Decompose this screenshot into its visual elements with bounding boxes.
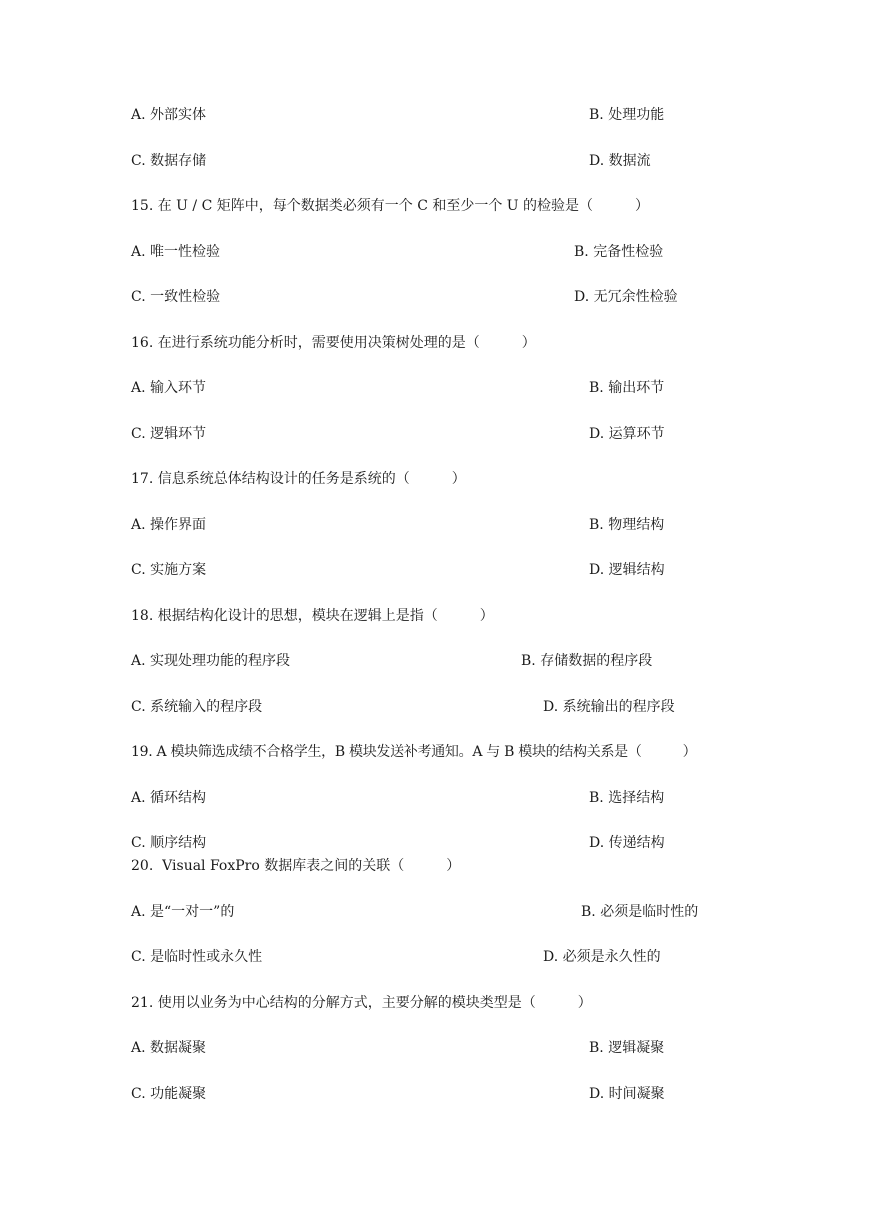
- question-16: 16. 在进行系统功能分析时，需要使用决策树处理的是（ ）: [131, 335, 536, 351]
- option-20-a: A. 是“一对一”的: [131, 904, 235, 920]
- question-15: 15. 在 U / C 矩阵中，每个数据类必须有一个 C 和至少一个 U 的检验是（ ）: [131, 198, 650, 214]
- option-16-c: C. 逻辑环节: [131, 426, 207, 442]
- option-19-c: C. 顺序结构: [131, 835, 207, 851]
- option-20-b: B. 必须是临时性的: [581, 904, 699, 920]
- option-18-b: B. 存储数据的程序段: [521, 653, 653, 669]
- option-15-a: A. 唯一性检验: [131, 244, 221, 260]
- option-16-b: B. 输出环节: [589, 380, 665, 396]
- option-14-c: C. 数据存储: [131, 153, 207, 169]
- question-19: 19. A 模块筛选成绩不合格学生，B 模块发送补考通知。A 与 B 模块的结构关系是（ ）: [131, 744, 697, 760]
- option-19-b: B. 选择结构: [589, 790, 665, 806]
- option-15-c: C. 一致性检验: [131, 289, 221, 305]
- option-16-d: D. 运算环节: [589, 426, 665, 442]
- option-17-a: A. 操作界面: [131, 517, 207, 533]
- option-14-a: A. 外部实体: [131, 107, 207, 123]
- option-21-c: C. 功能凝聚: [131, 1086, 207, 1102]
- option-18-c: C. 系统输入的程序段: [131, 699, 263, 715]
- option-15-d: D. 无冗余性检验: [574, 289, 678, 305]
- option-21-a: A. 数据凝聚: [131, 1040, 207, 1056]
- option-17-c: C. 实施方案: [131, 562, 207, 578]
- option-21-d: D. 时间凝聚: [589, 1086, 665, 1102]
- option-18-a: A. 实现处理功能的程序段: [131, 653, 291, 669]
- question-21: 21. 使用以业务为中心结构的分解方式，主要分解的模块类型是（ ）: [131, 995, 592, 1011]
- question-18: 18. 根据结构化设计的思想，模块在逻辑上是指（ ）: [131, 608, 494, 624]
- question-17: 17. 信息系统总体结构设计的任务是系统的（ ）: [131, 471, 466, 487]
- option-20-d: D. 必须是永久性的: [543, 949, 661, 965]
- option-15-b: B. 完备性检验: [574, 244, 664, 260]
- option-19-d: D. 传递结构: [589, 835, 665, 851]
- option-17-d: D. 逻辑结构: [589, 562, 665, 578]
- option-17-b: B. 物理结构: [589, 517, 665, 533]
- option-14-b: B. 处理功能: [589, 107, 665, 123]
- question-20: 20. Visual FoxPro 数据库表之间的关联（ ）: [131, 858, 461, 874]
- option-19-a: A. 循环结构: [131, 790, 207, 806]
- option-18-d: D. 系统输出的程序段: [543, 699, 675, 715]
- option-14-d: D. 数据流: [589, 153, 651, 169]
- option-20-c: C. 是临时性或永久性: [131, 949, 263, 965]
- option-21-b: B. 逻辑凝聚: [589, 1040, 665, 1056]
- option-16-a: A. 输入环节: [131, 380, 207, 396]
